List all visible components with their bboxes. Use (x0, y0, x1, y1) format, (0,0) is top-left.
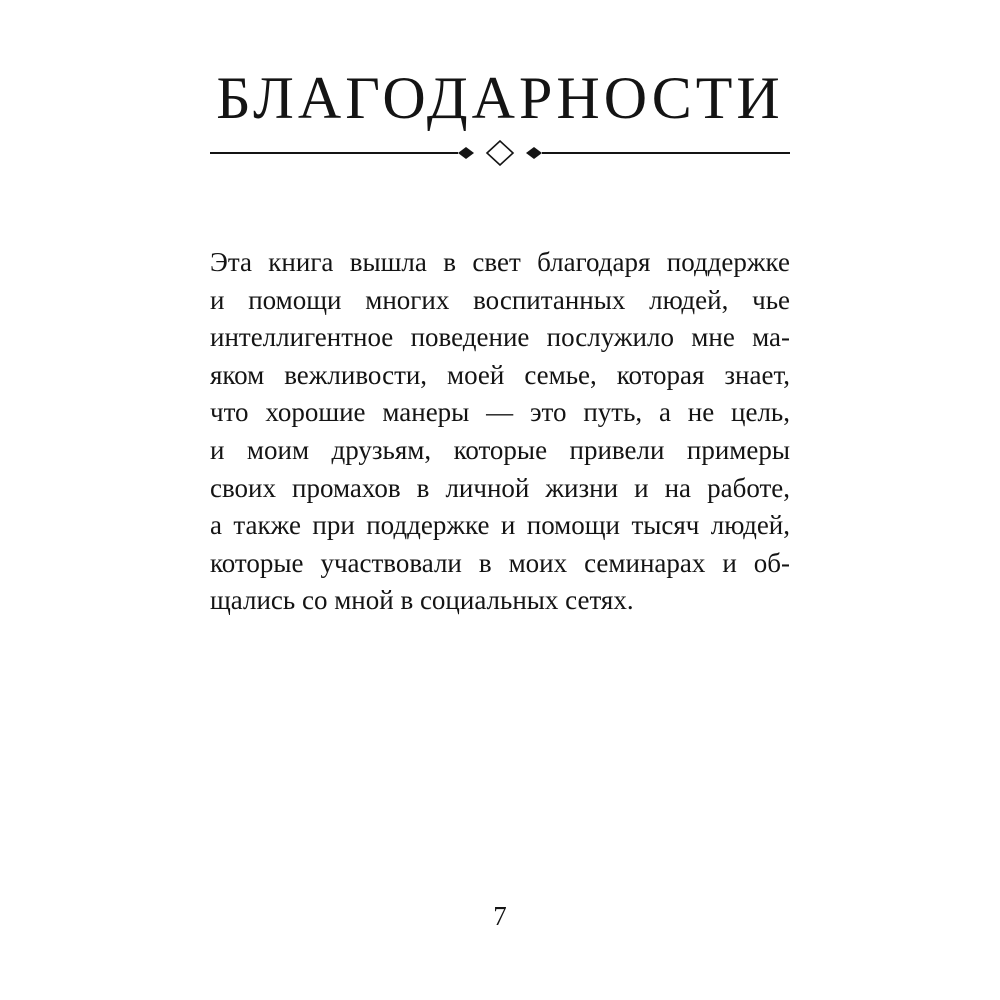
paragraph-line: что хорошие манеры — это путь, а не цель, (210, 397, 790, 428)
paragraph-line: своих промахов в личной жизни и на работе, (210, 472, 790, 503)
paragraph-line: которые участвовали в моих семинарах и об- (210, 547, 790, 578)
paragraph-line: щались со мной в социальных сетях. (210, 585, 634, 616)
paragraph-line: Эта книга вышла в свет благодаря поддержке (210, 247, 790, 277)
paragraph-line: а также при поддержке и помощи тысяч людей, (210, 510, 790, 541)
divider-diamond-ornament-icon (210, 140, 790, 166)
page-number: 7 (493, 901, 507, 931)
paragraph-line: и помощи многих воспитанных людей, чье (210, 284, 790, 315)
page-title: БЛАГОДАРНОСТИ (216, 65, 784, 131)
paragraph-line: и моим друзьям, которые привели примеры (210, 434, 790, 465)
paragraph-line: интеллигентное поведение послужило мне ма- (210, 322, 790, 353)
acknowledgements-paragraph (210, 244, 790, 620)
paragraph-line: яком вежливости, моей семье, которая знает, (210, 359, 790, 390)
